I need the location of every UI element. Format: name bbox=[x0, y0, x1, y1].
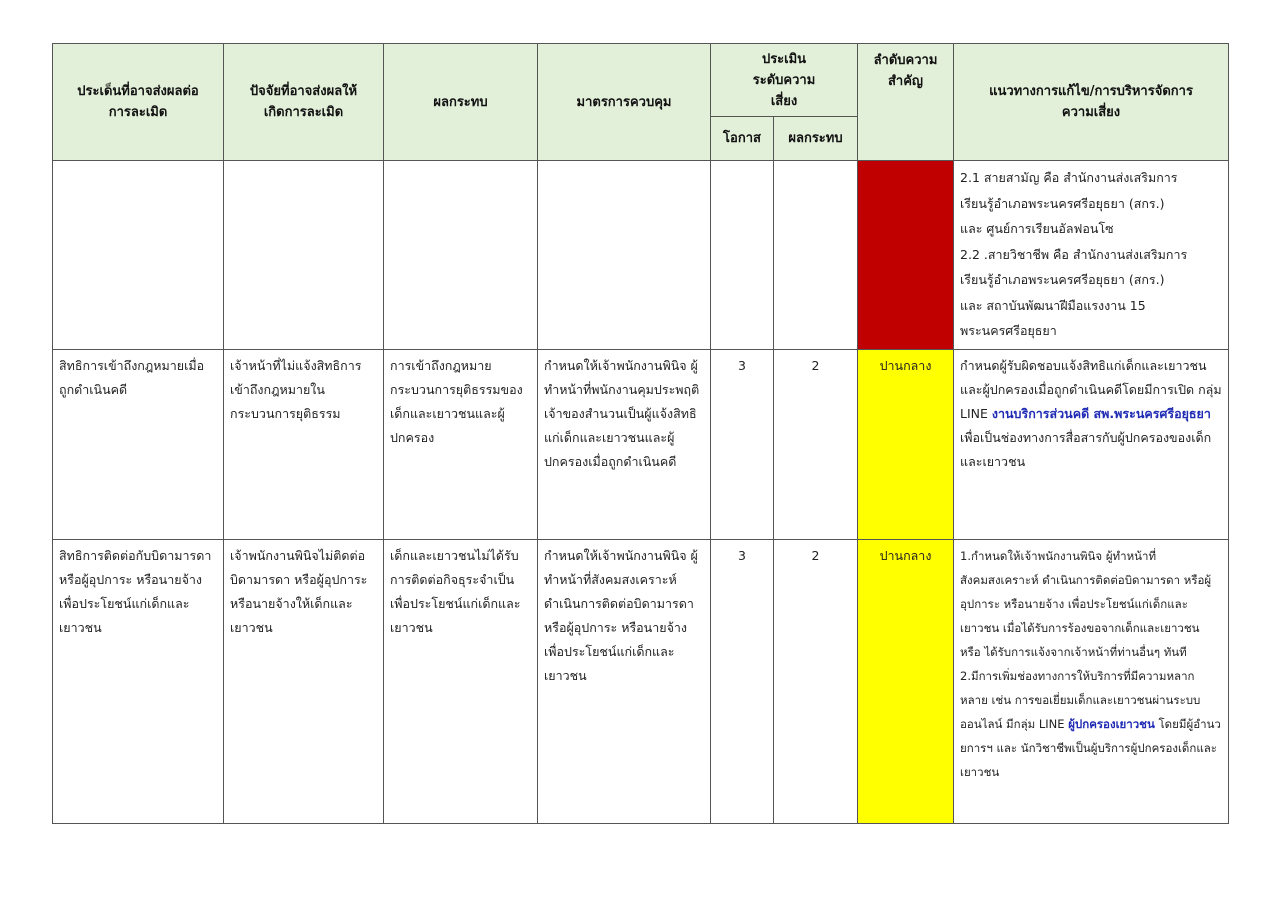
cell-effect: 2 bbox=[774, 540, 858, 824]
table-row bbox=[53, 161, 1229, 350]
solution-line: พระนครศรีอยุธยา bbox=[960, 323, 1057, 338]
cell-factor: เจ้าพนักงานพินิจไม่ติดต่อบิดามารดา หรือผู้อุปการะ หรือนายจ้างให้เด็กและเยาวชน bbox=[224, 540, 384, 824]
risk-assessment-table bbox=[52, 43, 1229, 824]
cell-factor: เจ้าหน้าที่ไม่แจ้งสิทธิการเข้าถึงกฎหมายในกระบวนการยุติธรรม bbox=[224, 350, 384, 540]
table-row bbox=[53, 540, 1229, 824]
cell-effect: 2 bbox=[774, 350, 858, 540]
cell-solution bbox=[954, 350, 1229, 540]
solution-part-1: 1.กำหนดให้เจ้าพนักงานพินิจ ผู้ทำหน้าที่สังคมสงเคราะห์ ดำเนินการติดต่อบิดามารดา หรือผู้อุปการะ หรือนายจ้าง เพื่อประโยชน์แก่เด็กและเยาวชน เมื่อได้รับการร้องขอจากเด็กและเยาวชน หรือ ได้รับการแจ้งจากเจ้าหน้าที่ท่านอื่นๆ ทันที bbox=[960, 549, 1212, 659]
header-effect: ผลกระทบ bbox=[774, 117, 858, 161]
cell-control bbox=[538, 161, 711, 350]
cell-chance: 3 bbox=[711, 540, 774, 824]
header-chance: โอกาส bbox=[711, 117, 774, 161]
cell-issue bbox=[53, 161, 224, 350]
solution-line: เรียนรู้อำเภอพระนครศรีอยุธยา (สกร.) bbox=[960, 195, 1165, 211]
solution-line: เรียนรู้อำเภอพระนครศรีอยุธยา (สกร.) bbox=[960, 272, 1165, 287]
solution-line: และ ศูนย์การเรียนอัลฟอนโซ bbox=[960, 221, 1114, 236]
cell-factor bbox=[224, 161, 384, 350]
cell-chance: 3 bbox=[711, 350, 774, 540]
header-risk-level: ประเมินระดับความเสี่ยง bbox=[711, 44, 858, 117]
cell-issue: สิทธิการติดต่อกับบิดามารดา หรือผู้อุปการะ หรือนายจ้าง เพื่อประโยชน์แก่เด็กและเยาวชน bbox=[53, 540, 224, 824]
header-priority: ลำดับความสำคัญ bbox=[858, 44, 954, 161]
cell-issue: สิทธิการเข้าถึงกฎหมายเมื่อถูกดำเนินคดี bbox=[53, 350, 224, 540]
solution-line: และ สถาบันพัฒนาฝีมือแรงงาน 15 bbox=[960, 297, 1146, 313]
cell-impact bbox=[384, 161, 538, 350]
cell-control: กำหนดให้เจ้าพนักงานพินิจ ผู้ทำหน้าที่พนักงานคุมประพฤติเจ้าของสำนวนเป็นผู้แจ้งสิทธิแก่เด็กและเยาวชนและผู้ปกครองเมื่อถูกดำเนินคดี bbox=[538, 350, 711, 540]
cell-effect bbox=[774, 161, 858, 350]
table-header bbox=[53, 44, 1229, 161]
solution-part-2: 2.มีการเพิ่มช่องทางการให้บริการที่มีความหลากหลาย เช่น การขอเยี่ยมเด็กและเยาวชนผ่านระบบออนไลน์ มีกลุ่ม LINE bbox=[960, 669, 1201, 731]
header-factor: ปัจจัยที่อาจส่งผลให้เกิดการละเมิด bbox=[224, 44, 384, 161]
header-issue: ประเด็นที่อาจส่งผลต่อการละเมิด bbox=[53, 44, 224, 161]
solution-text: เพื่อเป็นช่องทางการสื่อสารกับผู้ปกครองของเด็กและเยาวชน bbox=[960, 430, 1212, 469]
solution-text: โดยมีผู้อำนวยการฯ และ นักวิชาชีพเป็นผู้บริการผู้ปกครองเด็กและเยาวชน bbox=[960, 717, 1221, 779]
header-solution: แนวทางการแก้ไข/การบริหารจัดการความเสี่ยง bbox=[954, 44, 1229, 161]
header-control: มาตรการควบคุม bbox=[538, 44, 711, 161]
solution-line: 2.1 สายสามัญ คือ สำนักงานส่งเสริมการ bbox=[960, 170, 1178, 185]
cell-priority-high bbox=[858, 161, 954, 350]
line-group-name: ผู้ปกครองเยาวชน bbox=[1068, 717, 1155, 731]
line-group-name: งานบริการส่วนคดี สพ.พระนครศรีอยุธยา bbox=[991, 406, 1211, 421]
solution-text: กำหนดผู้รับผิดชอบแจ้งสิทธิแก่เด็กและเยาวชนและผู้ปกครองเมื่อถูกดำเนินคดีโดยมีการเปิด กลุ่ม LINE bbox=[960, 358, 1222, 421]
cell-solution bbox=[954, 540, 1229, 824]
cell-impact: เด็กและเยาวชนไม่ได้รับการติดต่อกิจธุระจำเป็นเพื่อประโยชน์แก่เด็กและเยาวชน bbox=[384, 540, 538, 824]
solution-line: 2.2 .สายวิชาชีพ คือ สำนักงานส่งเสริมการ bbox=[960, 246, 1188, 262]
header-impact: ผลกระทบ bbox=[384, 44, 538, 161]
cell-solution bbox=[954, 161, 1229, 350]
cell-priority-medium: ปานกลาง bbox=[858, 350, 954, 540]
cell-control: กำหนดให้เจ้าพนักงานพินิจ ผู้ทำหน้าที่สังคมสงเคราะห์ ดำเนินการติดต่อบิดามารดา หรือผู้อุปการะ หรือนายจ้างเพื่อประโยชน์แก่เด็กและเยาวชน bbox=[538, 540, 711, 824]
cell-impact: การเข้าถึงกฎหมายกระบวนการยุติธรรมของเด็กและเยาวชนและผู้ปกครอง bbox=[384, 350, 538, 540]
cell-chance bbox=[711, 161, 774, 350]
cell-priority-medium: ปานกลาง bbox=[858, 540, 954, 824]
table-row bbox=[53, 350, 1229, 540]
